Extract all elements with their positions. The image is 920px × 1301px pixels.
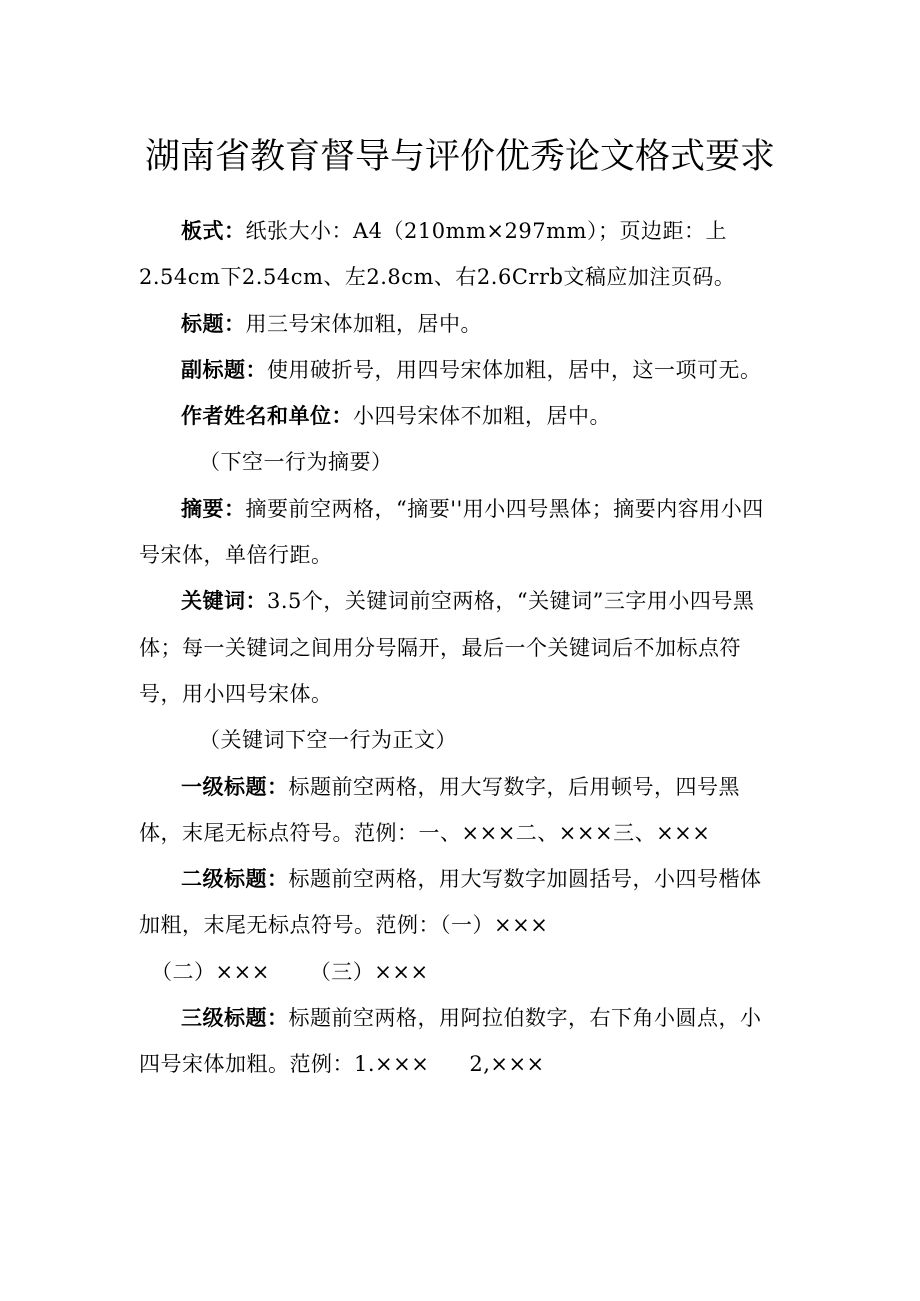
abstract-rule-label: 摘要： [181, 495, 246, 521]
format-label: 板式： [181, 218, 246, 243]
subtitle-rule-paragraph [139, 347, 779, 393]
level2-example-third: （三）××× [309, 959, 429, 984]
level2-rule-text: 标题前空两格，用大写数字加圆括号，小四号楷体加粗，末尾无标点符号。范例：（一）××× [139, 867, 762, 938]
level2-examples-line [139, 949, 779, 995]
level1-rule-paragraph [139, 764, 779, 857]
level2-example-second: （二）××× [151, 959, 270, 984]
title-rule-paragraph [139, 301, 779, 347]
title-rule-text: 用三号宋体加粗，居中。 [245, 311, 482, 336]
format-paragraph [139, 208, 779, 301]
document-title: 湖南省教育督导与评价优秀论文格式要求 [144, 137, 775, 177]
keywords-rule-label: 关键词： [181, 588, 267, 614]
keywords-rule-paragraph [139, 578, 779, 717]
format-text: 纸张大小：A4（210mm×297mm）；页边距：上2.54cm下2.54cm、左2.8cm、右2.6Crrb文稿应加注页码。 [139, 219, 736, 290]
title-rule-label: 标题： [181, 310, 246, 336]
level1-rule-label: 一级标题： [181, 773, 289, 799]
body-spacing-note: （关键词下空一行为正文） [199, 728, 457, 753]
level2-rule-label: 二级标题： [181, 866, 289, 892]
level2-rule-paragraph [139, 856, 779, 949]
author-rule-text: 小四号宋体不加粗，居中。 [353, 404, 611, 429]
subtitle-rule-label: 副标题： [181, 356, 267, 382]
subtitle-rule-text: 使用破折号，用四号宋体加粗，居中，这一项可无。 [267, 357, 762, 382]
level3-rule-text: 标题前空两格，用阿拉伯数字，右下角小圆点，小四号宋体加粗。范例：1.××× [139, 1006, 762, 1077]
level3-rule-label: 三级标题： [181, 1005, 289, 1031]
level3-rule-paragraph [139, 995, 779, 1088]
document-body [139, 208, 779, 1088]
level1-rule-text: 标题前空两格，用大写数字，后用顿号，四号黑体，末尾无标点符号。范例：一、×××二、×××三、××× [139, 774, 740, 845]
keywords-rule-text: 3.5个，关键词前空两格，“关键词”三字用小四号黑体；每一关键词之间用分号隔开，最后一个关键词后不加标点符号，用小四号宋体。 [139, 589, 755, 706]
author-rule-label: 作者姓名和单位： [181, 403, 353, 429]
level3-example-second: 2,××× [469, 1052, 545, 1077]
author-rule-paragraph [139, 393, 779, 439]
abstract-rule-paragraph [139, 486, 779, 579]
abstract-rule-text: 摘要前空两格，“摘要''用小四号黑体；摘要内容用小四号宋体，单倍行距。 [139, 496, 764, 568]
abstract-spacing-note: （下空一行为摘要） [199, 450, 393, 475]
